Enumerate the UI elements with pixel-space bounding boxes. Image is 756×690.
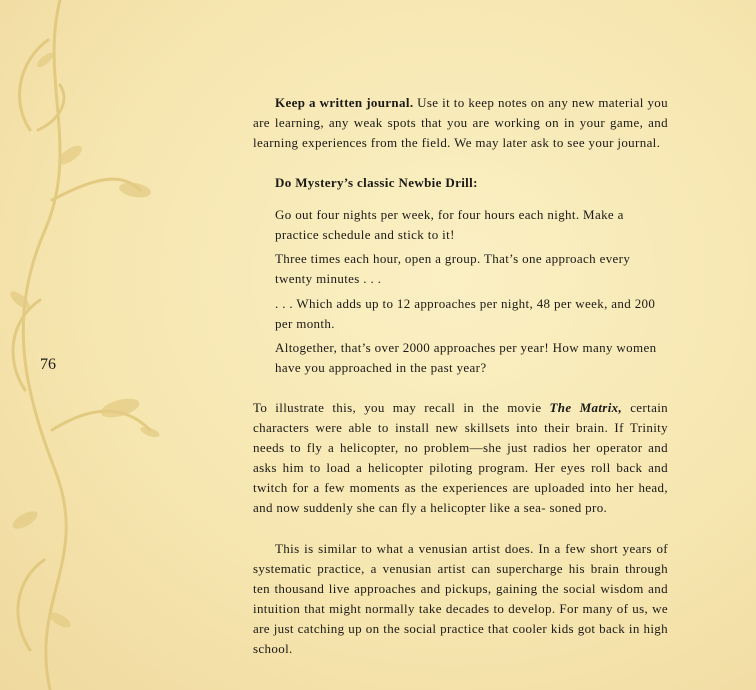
drill-item: Three times each hour, open a group. That’s one approach every twenty minutes . . . — [275, 251, 631, 286]
drill-item: Altogether, that’s over 2000 approaches per year! How many women have you approached in the past year? — [275, 340, 657, 375]
drill-heading: Do Mystery’s classic Newbie Drill: — [275, 175, 478, 190]
page-number: 76 — [40, 356, 56, 373]
drill-item: . . . Which adds up to 12 approaches per night, 48 per week, and 200 per month. — [275, 296, 656, 331]
matrix-text-before: To illustrate this, you may recall in the movie — [253, 400, 550, 415]
matrix-text-after: certain characters were able to install new skillsets into their brain. If Trinity needs to fly a helicopter, no problem—she just radios her operator and asks him to load a helicopter piloting program. Her eyes roll back and twitch for a few moments as the experiences are uploaded into her head, and now suddenly she can fly a helicopter like a sea- soned pro. — [253, 400, 669, 515]
journal-text: Use it to keep notes on any new material you are learning, any weak spots that you are working on in your game, and learning experiences from the field. We may later ask to see your journal. — [253, 95, 668, 150]
matrix-paragraph — [253, 398, 668, 518]
decorative-vine-icon — [0, 0, 170, 690]
movie-title: The Matrix, — [549, 400, 623, 415]
journal-heading: Keep a written journal. — [275, 95, 414, 110]
venusian-paragraph: This is similar to what a venusian artist does. In a few short years of systematic practice, a venusian artist can supercharge his brain through ten thousand live approaches and pickups, gaining the social wisdom and intuition that might normally take decades to develop. For many of us, we are just catching up on the social practice that cooler kids got back in high school. — [253, 541, 668, 656]
drill-item: Go out four nights per week, for four hours each night. Make a practice schedule and stick to it! — [275, 207, 624, 242]
journal-paragraph — [253, 93, 668, 153]
